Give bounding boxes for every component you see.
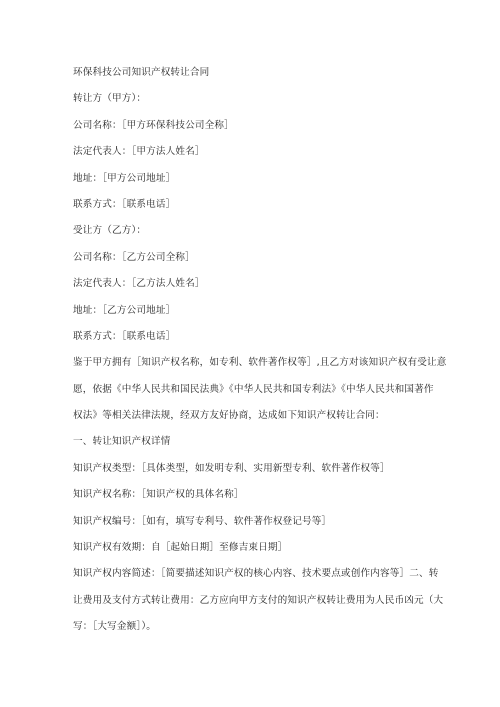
preamble-paragraph bbox=[73, 356, 447, 422]
transferee-address: 地址：［乙方公司地址］ bbox=[73, 304, 176, 316]
transferor-heading: 转让方（甲方）： bbox=[73, 93, 147, 105]
contract-title: 环保科技公司知识产权转让合同 bbox=[73, 67, 210, 78]
ip-type: 知识产权类型：［具体类型，如发明专利、实用新型专利、软件著作权等］ bbox=[73, 462, 390, 474]
transferor-company: 公司名称：［甲方环保科技公司全称］ bbox=[73, 119, 234, 131]
transferee-company: 公司名称：［乙方公司全称］ bbox=[73, 251, 195, 263]
ip-name: 知识产权名称：［知识产权的具体名称］ bbox=[73, 489, 244, 501]
preamble-line: 愿，依据《中华人民共和国民法典》《中华人民共和国专利法》《中华人民共和国著作 bbox=[73, 383, 434, 395]
ip-validity: 知识产权有效期：自［起始日期］至修吉束日期］ bbox=[73, 542, 288, 554]
section-1-heading: 一、转让知识产权详情 bbox=[73, 436, 171, 448]
ip-summary-line: 让费用及支付方式转让费用：乙方应向甲方支付的知识产权转让费用为人民币凶元（大 bbox=[73, 594, 444, 606]
transferor-address: 地址：［甲方公司地址］ bbox=[73, 172, 176, 184]
transferor-contact: 联系方式：［联系电话］ bbox=[73, 198, 176, 210]
transferor-legal-rep: 法定代表人：［甲方法人姓名］ bbox=[73, 146, 205, 158]
ip-summary-line: 写：［大写金额］）。 bbox=[73, 621, 157, 633]
transferee-contact: 联系方式：［联系电话］ bbox=[73, 330, 176, 342]
ip-summary-line: 知识产权内容简述：［简要描述知识产权的核心内容、技术要点或创作内容等］二、转 bbox=[73, 568, 439, 580]
ip-summary-paragraph bbox=[73, 567, 444, 633]
preamble-line: 鉴于甲方拥有［知识产权名称，如专利、软件著作权等］,且乙方对该知识产权有受让意 bbox=[73, 357, 447, 369]
contract-body bbox=[73, 66, 447, 647]
preamble-line: 权法》等相关法律法规，经双方友好协商，达成如下知识产权转让合同： bbox=[73, 410, 385, 422]
transferee-legal-rep: 法定代表人：［乙方法人姓名］ bbox=[73, 278, 205, 290]
transferee-heading: 受让方（乙方）： bbox=[73, 225, 147, 237]
ip-number: 知识产权编号：［如有，填写专利号、软件著作权登记号等］ bbox=[73, 515, 332, 527]
